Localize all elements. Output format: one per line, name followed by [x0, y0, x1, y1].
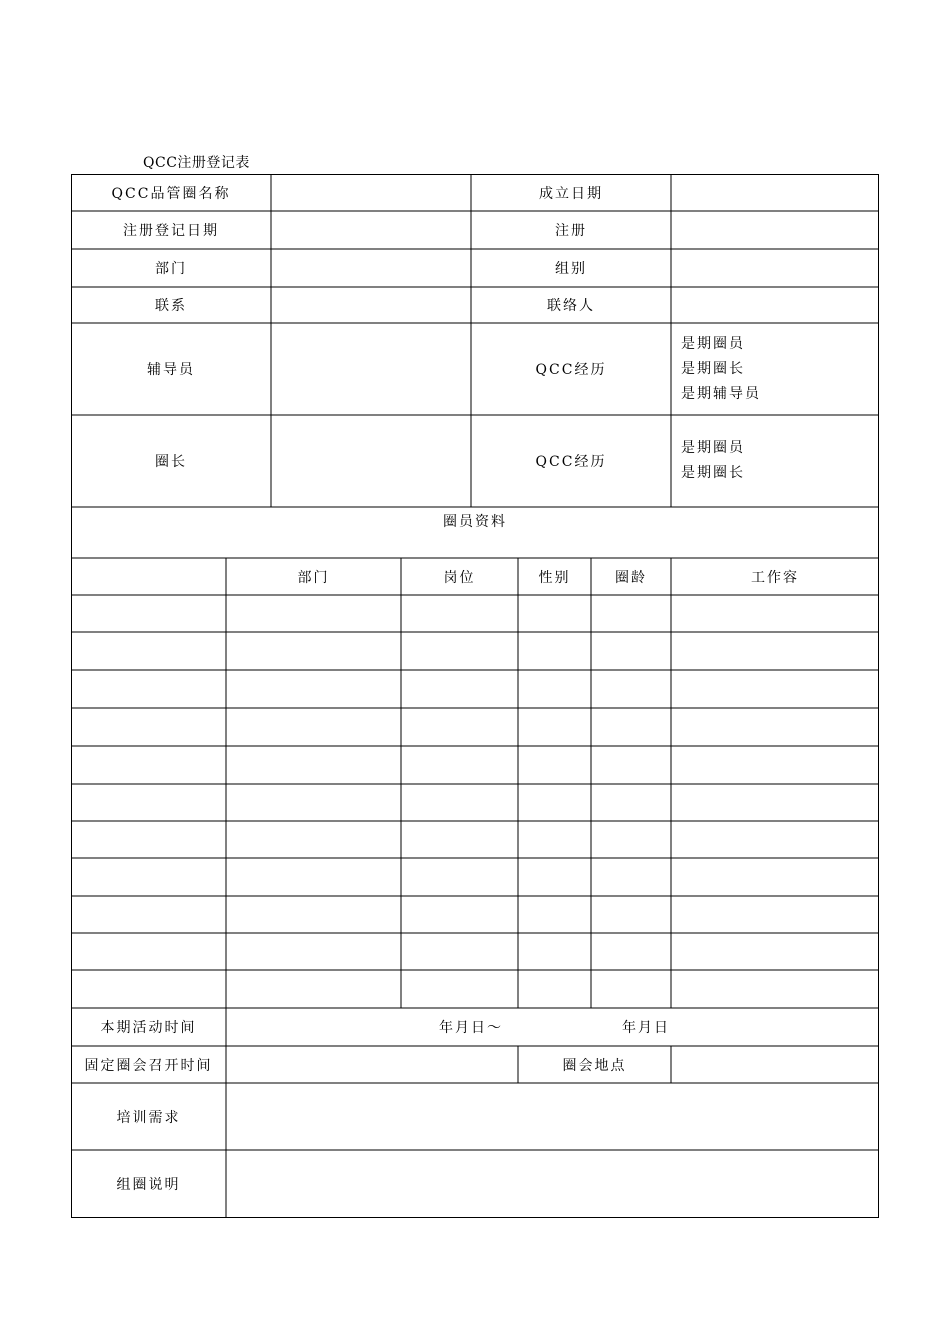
- member-name-cell[interactable]: [71, 746, 226, 784]
- member-name-cell[interactable]: [71, 632, 226, 670]
- registration-label: 注册: [555, 223, 587, 239]
- member-header-position: 岗位: [443, 569, 476, 586]
- member-name-cell[interactable]: [71, 708, 226, 746]
- member-work-cell[interactable]: [671, 595, 879, 632]
- leader-option-member[interactable]: 是期圈员: [681, 440, 745, 456]
- member-seniority-cell[interactable]: [591, 708, 671, 746]
- member-work-cell[interactable]: [671, 708, 879, 746]
- activity-period-start[interactable]: 年月日～: [439, 1020, 503, 1036]
- member-department-cell[interactable]: [226, 708, 401, 746]
- member-position-cell[interactable]: [401, 933, 518, 970]
- member-department-cell[interactable]: [226, 933, 401, 970]
- member-position-cell[interactable]: [401, 821, 518, 858]
- circle-name-label: QCC品管圈名称: [111, 185, 231, 202]
- member-work-cell[interactable]: [671, 821, 879, 858]
- member-work-cell[interactable]: [671, 784, 879, 821]
- form-title: QCC注册登记表: [143, 155, 250, 171]
- member-gender-cell[interactable]: [518, 746, 591, 784]
- activity-period-end[interactable]: 年月日: [622, 1020, 670, 1036]
- member-seniority-cell[interactable]: [591, 970, 671, 1008]
- tutor-field[interactable]: [271, 323, 471, 415]
- tutor-option-member[interactable]: 是期圈员: [681, 335, 745, 352]
- member-seniority-cell[interactable]: [591, 746, 671, 784]
- member-department-cell[interactable]: [226, 670, 401, 708]
- registration-date-field[interactable]: [271, 211, 471, 249]
- tutor-option-leader[interactable]: 是期圈长: [681, 360, 745, 377]
- contact-person-field[interactable]: [671, 287, 879, 323]
- member-gender-cell[interactable]: [518, 670, 591, 708]
- member-position-cell[interactable]: [401, 595, 518, 632]
- formation-label: 组圈说明: [116, 1177, 181, 1193]
- established-date-label: 成立日期: [539, 185, 603, 202]
- tutor-option-tutor[interactable]: 是期辅导员: [681, 385, 761, 402]
- member-name-cell[interactable]: [71, 784, 226, 821]
- member-position-cell[interactable]: [401, 858, 518, 896]
- established-date-field[interactable]: [671, 174, 879, 211]
- member-department-cell[interactable]: [226, 746, 401, 784]
- member-header-department: 部门: [297, 569, 330, 586]
- member-seniority-cell[interactable]: [591, 933, 671, 970]
- meeting-time-label: 固定圈会召开时间: [84, 1057, 213, 1074]
- member-seniority-cell[interactable]: [591, 595, 671, 632]
- member-department-cell[interactable]: [226, 896, 401, 933]
- member-seniority-cell[interactable]: [591, 632, 671, 670]
- member-header-seniority: 圈龄: [615, 569, 647, 586]
- contact-field[interactable]: [271, 287, 471, 323]
- member-work-cell[interactable]: [671, 933, 879, 970]
- department-label: 部门: [155, 261, 187, 277]
- member-department-cell[interactable]: [226, 970, 401, 1008]
- leader-field[interactable]: [271, 415, 471, 507]
- registration-field[interactable]: [671, 211, 879, 249]
- member-position-cell[interactable]: [401, 970, 518, 1008]
- member-position-cell[interactable]: [401, 708, 518, 746]
- member-position-cell[interactable]: [401, 670, 518, 708]
- leader-experience-options: [671, 415, 879, 507]
- member-gender-cell[interactable]: [518, 708, 591, 746]
- leader-option-leader[interactable]: 是期圈长: [681, 465, 745, 481]
- member-gender-cell[interactable]: [518, 784, 591, 821]
- member-position-cell[interactable]: [401, 784, 518, 821]
- member-name-cell[interactable]: [71, 821, 226, 858]
- meeting-time-field[interactable]: [226, 1046, 518, 1083]
- circle-name-field[interactable]: [271, 174, 471, 211]
- member-gender-cell[interactable]: [518, 595, 591, 632]
- member-seniority-cell[interactable]: [591, 896, 671, 933]
- member-seniority-cell[interactable]: [591, 670, 671, 708]
- tutor-experience-options: [671, 323, 879, 415]
- member-name-cell[interactable]: [71, 595, 226, 632]
- member-name-cell[interactable]: [71, 970, 226, 1008]
- member-position-cell[interactable]: [401, 746, 518, 784]
- member-seniority-cell[interactable]: [591, 858, 671, 896]
- member-work-cell[interactable]: [671, 896, 879, 933]
- meeting-place-field[interactable]: [671, 1046, 879, 1083]
- member-header-work: 工作容: [751, 569, 799, 586]
- member-work-cell[interactable]: [671, 746, 879, 784]
- member-gender-cell[interactable]: [518, 933, 591, 970]
- member-name-cell[interactable]: [71, 670, 226, 708]
- member-name-cell[interactable]: [71, 896, 226, 933]
- group-label: 组别: [555, 261, 587, 277]
- contact-label: 联系: [155, 298, 187, 314]
- activity-period-label: 本期活动时间: [100, 1020, 197, 1036]
- meeting-place-label: 圈会地点: [562, 1057, 627, 1074]
- member-department-cell[interactable]: [226, 821, 401, 858]
- tutor-experience-label: QCC经历: [535, 362, 607, 378]
- member-gender-cell[interactable]: [518, 632, 591, 670]
- member-work-cell[interactable]: [671, 858, 879, 896]
- members-section-title: 圈员资料: [443, 514, 507, 530]
- registration-date-label: 注册登记日期: [123, 223, 219, 239]
- member-name-cell[interactable]: [71, 933, 226, 970]
- member-position-cell[interactable]: [401, 632, 518, 670]
- leader-label: 圈长: [155, 454, 187, 470]
- member-header-gender: 性别: [538, 569, 571, 586]
- training-field[interactable]: [226, 1083, 879, 1150]
- member-gender-cell[interactable]: [518, 858, 591, 896]
- member-department-cell[interactable]: [226, 784, 401, 821]
- member-work-cell[interactable]: [671, 670, 879, 708]
- member-work-cell[interactable]: [671, 632, 879, 670]
- member-name-cell[interactable]: [71, 858, 226, 896]
- tutor-label: 辅导员: [147, 362, 195, 378]
- training-label: 培训需求: [116, 1109, 181, 1126]
- member-header-name: [71, 558, 226, 595]
- member-seniority-cell[interactable]: [591, 784, 671, 821]
- formation-field[interactable]: [226, 1150, 879, 1218]
- member-position-cell[interactable]: [401, 896, 518, 933]
- member-gender-cell[interactable]: [518, 821, 591, 858]
- member-work-cell[interactable]: [671, 970, 879, 1008]
- contact-person-label: 联络人: [547, 298, 595, 314]
- qcc-registration-form: [71, 174, 879, 1218]
- member-department-cell[interactable]: [226, 595, 401, 632]
- member-department-cell[interactable]: [226, 632, 401, 670]
- department-field[interactable]: [271, 249, 471, 287]
- member-gender-cell[interactable]: [518, 970, 591, 1008]
- member-department-cell[interactable]: [226, 858, 401, 896]
- leader-experience-label: QCC经历: [535, 454, 607, 470]
- member-gender-cell[interactable]: [518, 896, 591, 933]
- group-field[interactable]: [671, 249, 879, 287]
- member-seniority-cell[interactable]: [591, 821, 671, 858]
